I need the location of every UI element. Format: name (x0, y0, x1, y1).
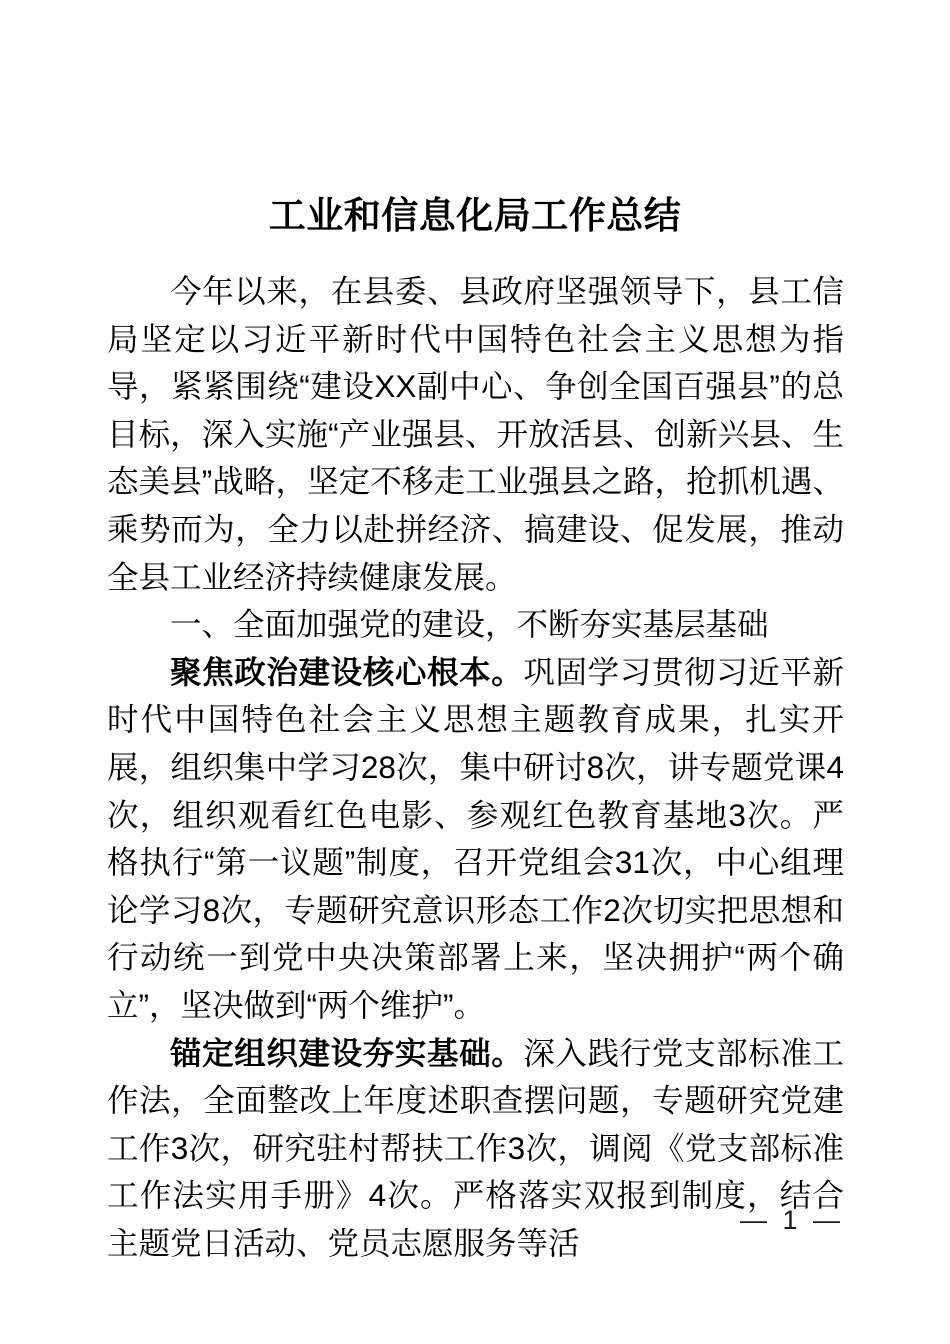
paragraph-political-construction-lead: 聚焦政治建设核心根本。 (170, 653, 524, 690)
paragraph-organization-construction-lead: 锚定组织建设夯实基础。 (170, 1034, 524, 1071)
paragraph-intro: 今年以来，在县委、县政府坚强领导下，县工信局坚定以习近平新时代中国特色社会主义思想为指导，紧紧围绕“建设XX副中心、争创全国百强县”的总目标，深入实施“产业强县、开放活县、创新兴县、生态美县”战略，坚定不移走工业强县之路，抢抓机遇、乘势而为，全力以赴拼经济、搞建设、促发展，推动全县工业经济持续健康发展。 (107, 273, 844, 595)
page-title: 工业和信息化局工作总结 (268, 194, 682, 236)
paragraph-political-construction-body: 巩固学习贯彻习近平新时代中国特色社会主义思想主题教育成果，扎实开展，组织集中学习28次，集中研讨8次，讲专题党课4次，组织观看红色电影、参观红色教育基地3次。严格执行“第一议题”制度，召开党组会31次，中心组理论学习8次，专题研究意识形态工作2次切实把思想和行动统一到党中央决策部署上来，坚决拥护“两个确立”，坚决做到“两个维护”。 (107, 653, 844, 1023)
paragraph-organization-construction (107, 1030, 844, 1268)
section-heading-one: 一、全面加强党的建设，不断夯实基层基础 (170, 606, 769, 643)
document-body (107, 268, 844, 1267)
paragraph-political-construction (107, 649, 844, 1030)
paragraph-organization-construction-body: 深入践行党支部标准工作法，全面整改上年度述职查摆问题，专题研究党建工作3次，研究驻村帮扶工作3次，调阅《党支部标准工作法实用手册》4次。严格落实双报到制度，结合主题党日活动、党员志愿服务等活 (107, 1034, 844, 1261)
page-number: — 1 — (739, 1205, 844, 1235)
